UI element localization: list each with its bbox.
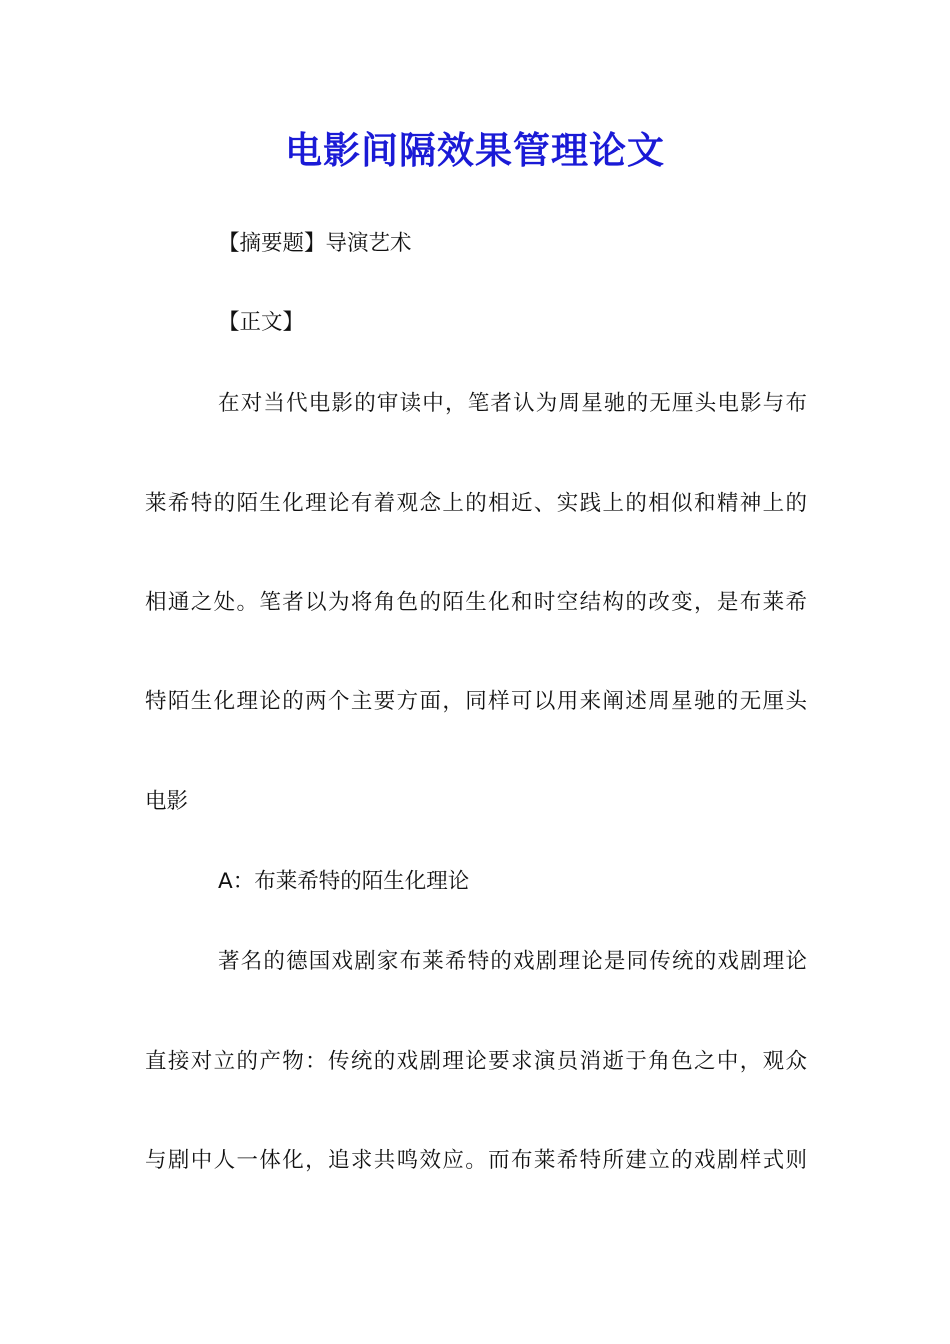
paragraph-line: 电影 bbox=[145, 789, 189, 814]
paragraph-line: 相通之处。笔者以为将角色的陌生化和时空结构的改变，是布莱希 bbox=[145, 590, 807, 615]
abstract-label: 【摘要题】导演艺术 bbox=[218, 231, 412, 256]
body-label: 【正文】 bbox=[218, 310, 305, 335]
paragraph-line: 在对当代电影的审读中，笔者认为周星驰的无厘头电影与布 bbox=[218, 391, 807, 416]
paragraph-line: 直接对立的产物：传统的戏剧理论要求演员消逝于角色之中，观众 bbox=[145, 1049, 807, 1074]
paragraph-line: 与剧中人一体化，追求共鸣效应。而布莱希特所建立的戏剧样式则 bbox=[145, 1148, 807, 1173]
paragraph-line: 特陌生化理论的两个主要方面，同样可以用来阐述周星驰的无厘头 bbox=[145, 689, 807, 714]
section-heading: A：布莱希特的陌生化理论 bbox=[218, 869, 470, 894]
paragraph-line: 著名的德国戏剧家布莱希特的戏剧理论是同传统的戏剧理论 bbox=[218, 949, 807, 974]
paragraph-line: 莱希特的陌生化理论有着观念上的相近、实践上的相似和精神上的 bbox=[145, 491, 807, 516]
document-title: 电影间隔效果管理论文 bbox=[285, 128, 665, 172]
